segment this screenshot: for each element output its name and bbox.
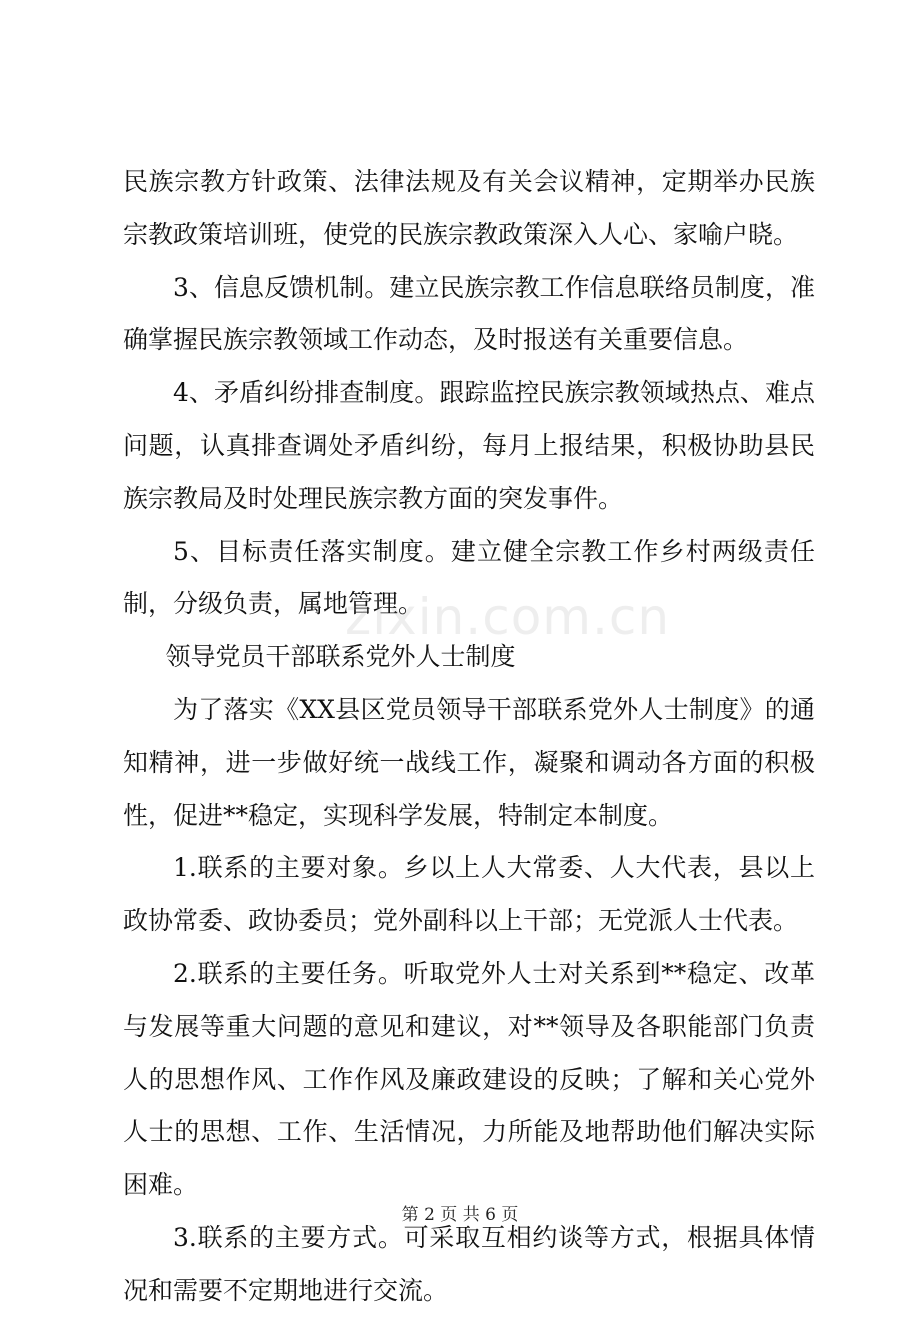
section-heading: 领导党员干部联系党外人士制度: [165, 642, 516, 672]
page-footer: 第 2 页 共 6 页: [401, 1205, 519, 1225]
paragraph-contact-tasks: 2.联系的主要任务。听取党外人士对关系到**稳定、改革与发展等重大问题的意见和建议，对**领导及各职能部门负责人的思想作风、工作作风及廉政建设的反映；了解和关心党外人士的思想、工作、生活情况，力所能及地帮助他们解决实际困难。: [123, 958, 815, 1200]
paragraph-continuation: 民族宗教方针政策、法律法规及有关会议精神，定期举办民族宗教政策培训班，使党的民族宗教政策深入人心、家喻户晓。: [123, 167, 815, 249]
paragraph-item-3: 3、信息反馈机制。建立民族宗教工作信息联络员制度，准确掌握民族宗教领域工作动态，及时报送有关重要信息。: [123, 272, 815, 355]
document-body: [123, 156, 815, 1318]
paragraph-contact-methods: 3.联系的主要方式。可采取互相约谈等方式，根据具体情况和需要不定期地进行交流。: [123, 1222, 815, 1305]
paragraph-intro: 为了落实《XX县区党员领导干部联系党外人士制度》的通知精神，进一步做好统一战线工作，凝聚和调动各方面的积极性，促进**稳定，实现科学发展，特制定本制度。: [123, 694, 815, 830]
paragraph-item-5: 5、目标责任落实制度。建立健全宗教工作乡村两级责任制，分级负责，属地管理。: [123, 536, 815, 619]
site-watermark: zixin.com.cn: [345, 588, 671, 646]
paragraph-contact-objects: 1.联系的主要对象。乡以上人大常委、人大代表，县以上政协常委、政协委员；党外副科以上干部；无党派人士代表。: [123, 853, 815, 936]
paragraph-item-4: 4、矛盾纠纷排查制度。跟踪监控民族宗教领域热点、难点问题，认真排查调处矛盾纠纷，每月上报结果，积极协助县民族宗教局及时处理民族宗教方面的突发事件。: [123, 378, 815, 513]
